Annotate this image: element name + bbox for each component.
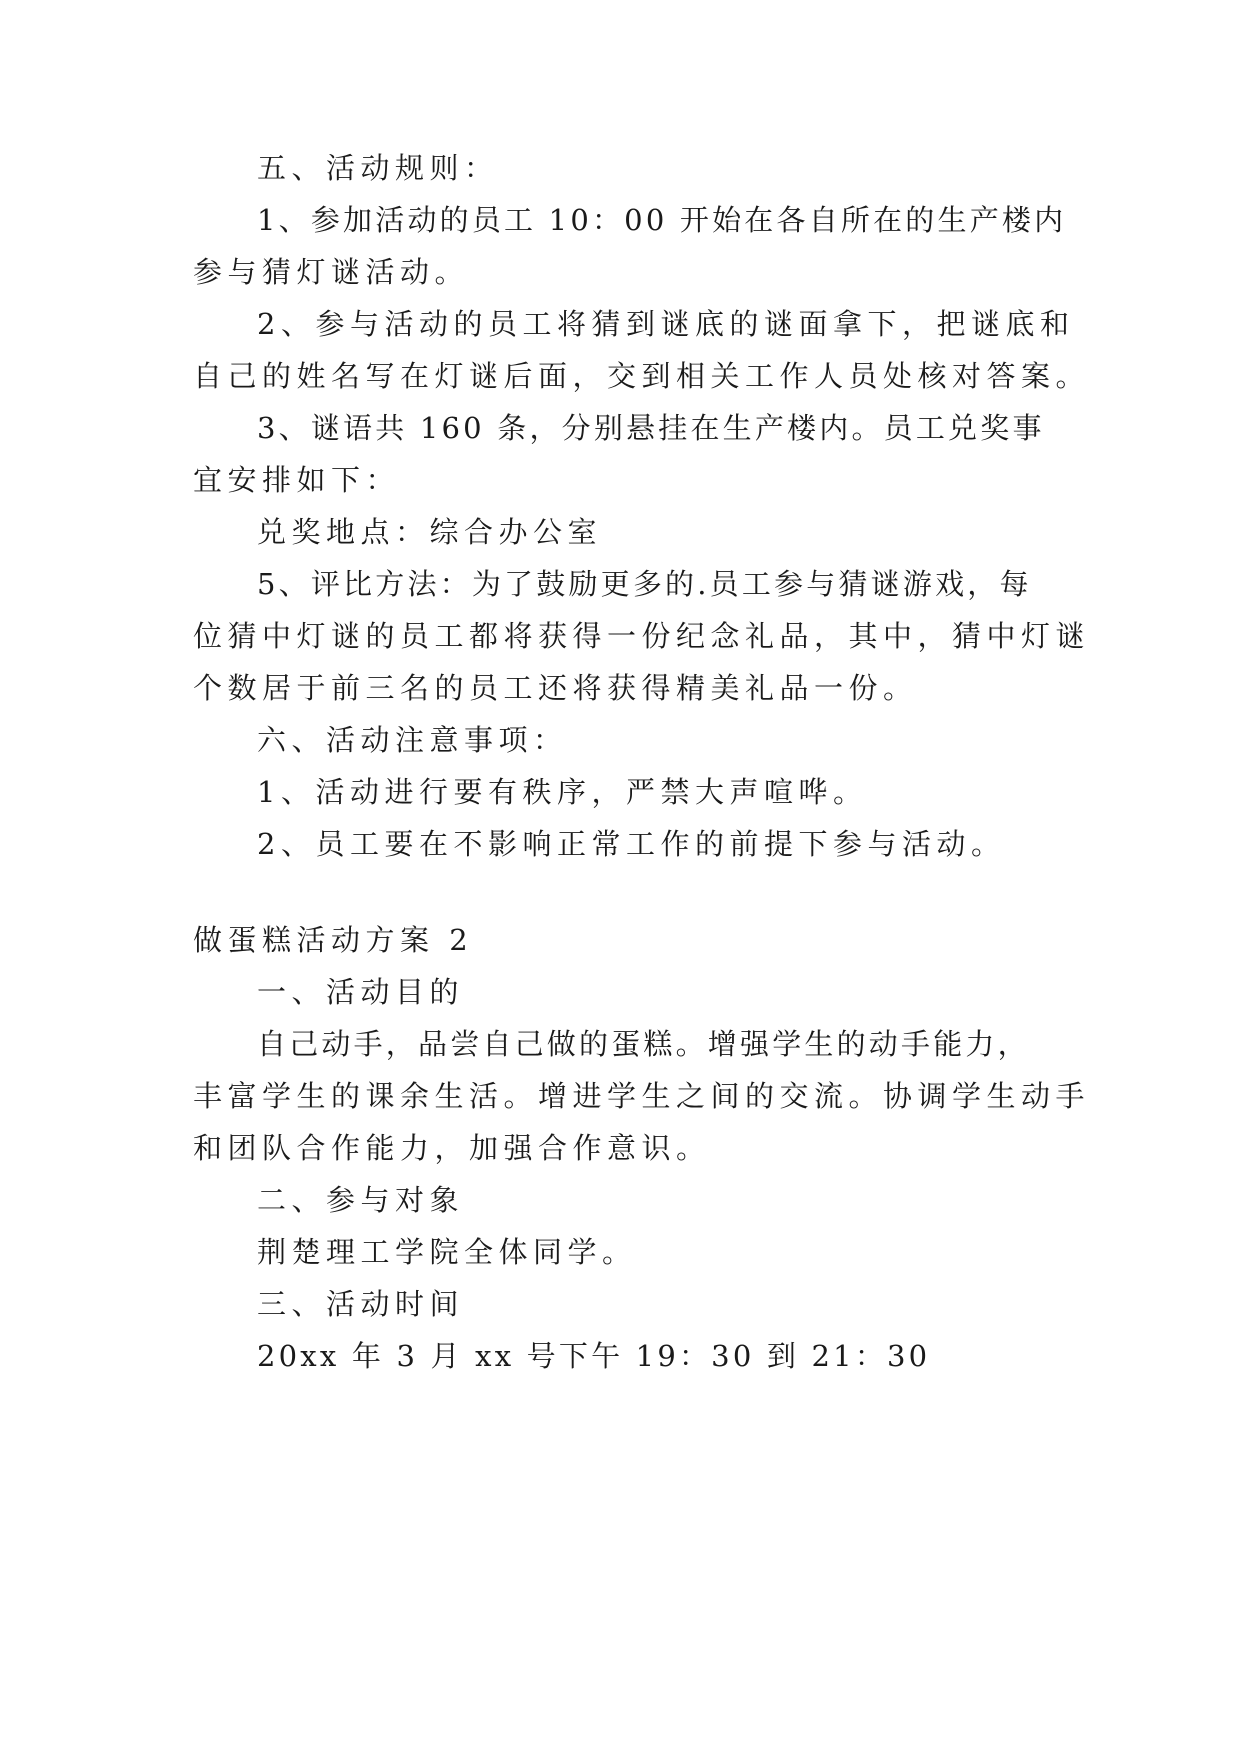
rule5-line3: 个数居于前三名的员工还将获得精美礼品一份。: [193, 671, 918, 705]
time-heading: 三、活动时间: [257, 1287, 465, 1321]
participants-heading: 二、参与对象: [257, 1183, 465, 1217]
rule3-line2: 宜安排如下：: [193, 463, 401, 497]
rule3-line1: 3、谜语共 160 条，分别悬挂在生产楼内。员工兑奖事: [257, 411, 1045, 445]
note1: 1、活动进行要有秩序，严禁大声喧哗。: [257, 775, 868, 809]
participants: 荆楚理工学院全体同学。: [257, 1235, 637, 1269]
purpose-line1: 自己动手，品尝自己做的蛋糕。增强学生的动手能力，: [257, 1027, 1030, 1061]
rule1-line1: 1、参加活动的员工 10：00 开始在各自所在的生产楼内: [257, 203, 1067, 237]
rule5-line2: 位猜中灯谜的员工都将获得一份纪念礼品，其中，猜中灯谜: [193, 619, 1091, 653]
rule5-line1: 5、评比方法：为了鼓励更多的.员工参与猜谜游戏，每: [257, 567, 1032, 601]
prize-location: 兑奖地点：综合办公室: [257, 515, 603, 549]
rule2-line1: 2、参与活动的员工将猜到谜底的谜面拿下，把谜底和: [257, 307, 1075, 341]
note2: 2、员工要在不影响正常工作的前提下参与活动。: [257, 827, 1006, 861]
purpose-heading: 一、活动目的: [257, 975, 465, 1009]
activity-time: 20xx 年 3 月 xx 号下午 19：30 到 21：30: [257, 1339, 931, 1373]
purpose-line2: 丰富学生的课余生活。增进学生之间的交流。协调学生动手: [193, 1079, 1091, 1113]
purpose-line3: 和团队合作能力，加强合作意识。: [193, 1131, 711, 1165]
section-five-heading: 五、活动规则：: [257, 151, 499, 185]
rule2-line2: 自己的姓名写在灯谜后面，交到相关工作人员处核对答案。: [193, 359, 1091, 393]
section-six-heading: 六、活动注意事项：: [257, 723, 568, 757]
plan2-title: 做蛋糕活动方案 2: [193, 923, 474, 957]
rule1-line2: 参与猜灯谜活动。: [193, 255, 470, 289]
